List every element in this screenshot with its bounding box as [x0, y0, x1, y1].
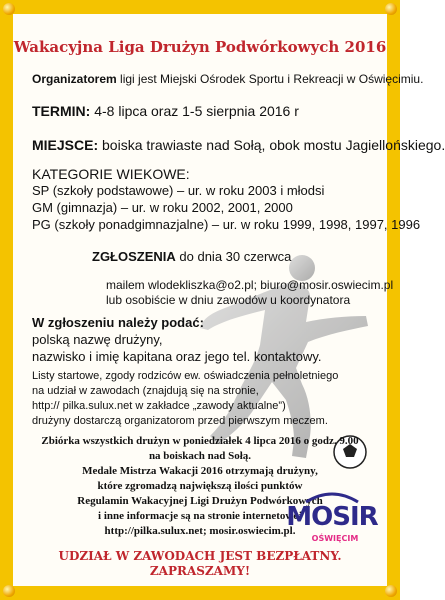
- categories-heading: KATEGORIE WIEKOWE:: [32, 166, 190, 182]
- footer-free-entry: UDZIAŁ W ZAWODACH JEST BEZPŁATNY.: [58, 549, 342, 563]
- registration-text: do dnia 30 czerwca: [175, 249, 292, 264]
- application-line: nazwisko i imię kapitana oraz jego tel. kontaktowy.: [32, 349, 322, 364]
- place-text: boiska trawiaste nad Sołą, obok mostu Jagiellońskiego.: [98, 137, 445, 153]
- logo-subtitle: OŚWIĘCIM: [311, 534, 359, 543]
- registration-email: mailem wlodekliszka@o2.pl; biuro@mosir.oswiecim.pl: [106, 278, 394, 292]
- notes-line: na udział w zawodach (znajdują się na stronie,: [32, 385, 259, 397]
- organizer-line: [32, 72, 423, 86]
- medals-line: Regulamin Wakacyjnej Ligi Drużyn Podwórkowych: [77, 495, 323, 507]
- gathering-line: na boiskach nad Sołą.: [148, 450, 252, 462]
- place-line: [32, 137, 445, 153]
- term-label: TERMIN:: [32, 103, 91, 119]
- organizer-text: ligi jest Miejski Ośrodek Sportu i Rekreacji w Oświęcimiu.: [116, 72, 424, 86]
- term-line: [32, 103, 299, 119]
- gathering-line: Zbiórka wszystkich drużyn w poniedziałek 4 lipca 2016 o godz. 9.00: [41, 435, 359, 447]
- registration-line: [92, 249, 291, 264]
- notes-line: drużyny dostarczą organizatorom przed pierwszym meczem.: [32, 415, 328, 427]
- registration-in-person: lub osobiście w dniu zawodów u koordynatora: [106, 293, 351, 307]
- application-heading: W zgłoszeniu należy podać:: [32, 315, 204, 330]
- medals-line: i inne informacje są na stronie internetowej: [98, 510, 302, 522]
- organizer-label: Organizatorem: [32, 72, 117, 86]
- registration-label: ZGŁOSZENIA: [92, 249, 176, 264]
- notes-line: http:// pilka.sulux.net w zakładce „zawody aktualne”): [32, 400, 286, 412]
- application-line: polską nazwę drużyny,: [32, 332, 163, 347]
- corner-ornament: [385, 585, 397, 597]
- medals-line: które zgromadzą największą ilości punktów: [97, 480, 303, 492]
- medals-line: Medale Mistrza Wakacji 2016 otrzymają drużyny,: [82, 465, 318, 477]
- medals-line: http://pilka.sulux.net; mosir.oswiecim.pl.: [104, 525, 296, 537]
- notes-line: Listy startowe, zgody rodziców ew. oświadczenia pełnoletniego: [32, 370, 339, 382]
- poster-title: Wakacyjna Liga Drużyn Podwórkowych 2016: [13, 38, 387, 56]
- footer-invitation: ZAPRASZAMY!: [149, 564, 251, 578]
- term-text: 4-8 lipca oraz 1-5 sierpnia 2016 r: [90, 103, 299, 119]
- category-line-pg: PG (szkoły ponadgimnazjalne) – ur. w roku 1999, 1998, 1997, 1996: [32, 217, 421, 232]
- mosir-logo: [286, 490, 378, 550]
- logo-wordmark: MOSIR: [286, 502, 378, 532]
- category-line-sp: SP (szkoły podstawowe) – ur. w roku 2003 i młodsi: [32, 183, 325, 198]
- category-line-gm: GM (gimnazja) – ur. w roku 2002, 2001, 2000: [32, 200, 293, 215]
- place-label: MIEJSCE:: [32, 137, 99, 153]
- corner-ornament: [3, 585, 15, 597]
